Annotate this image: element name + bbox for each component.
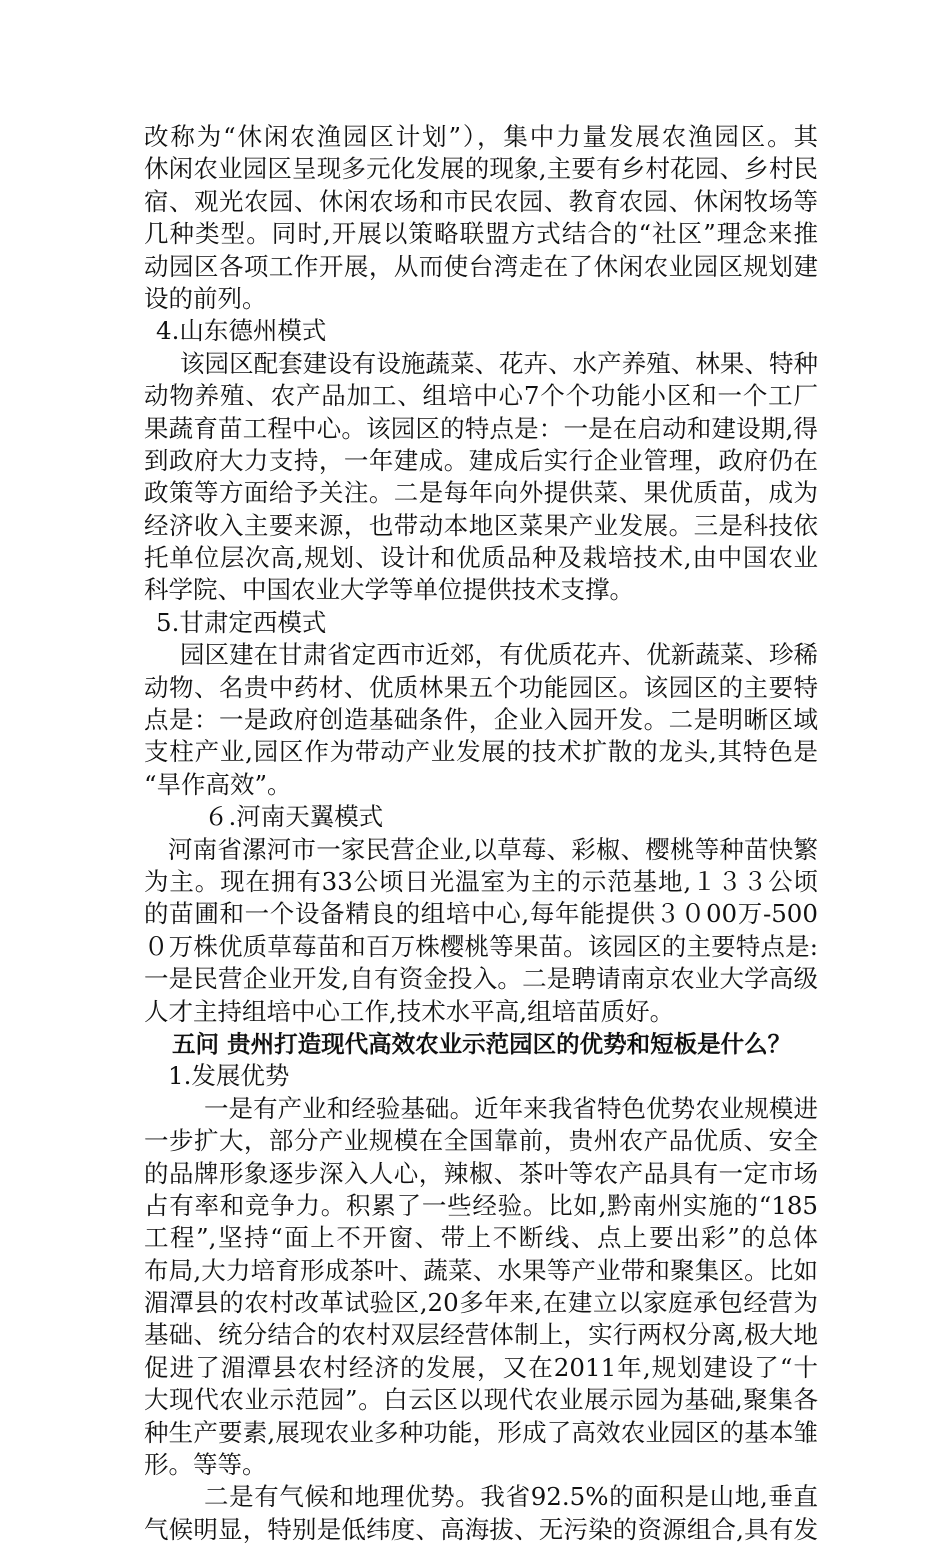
text-line: 宿、观光农园、休闲农场和市民农园、教育农园、休闲牧场等 [144, 186, 818, 216]
text-line: 河南省漯河市一家民营企业,以草莓、彩椒、樱桃等种苗快繁 [168, 834, 818, 864]
text-line: 促进了湄潭县农村经济的发展，又在2011年,规划建设了“十 [144, 1352, 818, 1382]
text-line: 种生产要素,展现农业多种功能，形成了高效农业园区的基本雏 [144, 1417, 818, 1447]
text-line: 科学院、中国农业大学等单位提供技术支撑。 [144, 575, 634, 605]
text-line: 点是：一是政府创造基础条件，企业入园开发。二是明晰区域 [144, 705, 818, 735]
subsection-heading: 1.发展优势 [168, 1061, 290, 1091]
text-line: 一步扩大，部分产业规模在全国靠前，贵州农产品优质、安全 [144, 1126, 818, 1156]
text-line: 一是有产业和经验基础。近年来我省特色优势农业规模进 [204, 1093, 818, 1123]
text-line: 占有率和竞争力。积累了一些经验。比如,黔南州实施的“185 [144, 1190, 818, 1220]
text-line: 休闲农业园区呈现多元化发展的现象,主要有乡村花园、乡村民 [144, 154, 818, 184]
text-line: 基础、统分结合的农村双层经营体制上，实行两权分离,极大地 [144, 1320, 818, 1350]
text-line: 布局,大力培育形成茶叶、蔬菜、水果等产业带和聚集区。比如 [144, 1255, 818, 1285]
text-line: 动物、名贵中药材、优质林果五个功能园区。该园区的主要特 [144, 672, 818, 702]
text-line: 改称为“休闲农渔园区计划”），集中力量发展农渔园区。其 [144, 122, 818, 151]
text-line: 几种类型。同时,开展以策略联盟方式结合的“社区”理念来推 [144, 219, 818, 249]
text-line: 的苗圃和一个设备精良的组培中心,每年能提供３０00万-500 [144, 899, 818, 929]
text-line: 托单位层次高,规划、设计和优质品种及栽培技术,由中国农业 [144, 543, 818, 573]
text-line: “旱作高效”。 [144, 769, 292, 799]
section-heading-gansu: 5.甘肃定西模式 [156, 607, 327, 637]
section-heading-shandong: 4.山东德州模式 [156, 316, 327, 346]
text-line: 支柱产业,园区作为带动产业发展的技术扩散的龙头,其特色是 [144, 737, 818, 767]
text-line: 该园区配套建设有设施蔬菜、花卉、水产养殖、林果、特种 [180, 348, 818, 378]
text-line: ０万株优质草莓苗和百万株樱桃等果苗。该园区的主要特点是: [144, 931, 818, 961]
text-line: 形。等等。 [144, 1450, 267, 1480]
text-line: 为主。现在拥有33公顷日光温室为主的示范基地,１３３公顷 [144, 866, 818, 896]
text-line: 经济收入主要来源，也带动本地区菜果产业发展。三是科技依 [144, 510, 818, 540]
text-line: 到政府大力支持，一年建成。建成后实行企业管理，政府仍在 [144, 445, 818, 475]
text-line: 湄潭县的农村改革试验区,20多年来,在建立以家庭承包经营为 [144, 1288, 818, 1318]
text-line: 的品牌形象逐步深入人心，辣椒、茶叶等农产品具有一定市场 [144, 1158, 818, 1188]
body-text [144, 121, 818, 1546]
question-heading: 五问 贵州打造现代高效农业示范园区的优势和短板是什么？ [172, 1029, 792, 1058]
text-line: 动园区各项工作开展，从而使台湾走在了休闲农业园区规划建 [144, 251, 818, 281]
text-line: 二是有气候和地理优势。我省92.5%的面积是山地,垂直 [204, 1482, 818, 1512]
text-line: 人才主持组培中心工作,技术水平高,组培苗质好。 [144, 996, 675, 1026]
text-line: 气候明显，特别是低纬度、高海拔、无污染的资源组合,具有发 [144, 1514, 818, 1544]
text-line: 设的前列。 [144, 283, 267, 313]
text-line: 园区建在甘肃省定西市近郊，有优质花卉、优新蔬菜、珍稀 [180, 640, 818, 670]
text-line: 果蔬育苗工程中心。该园区的特点是：一是在启动和建设期,得 [144, 413, 818, 443]
text-line: 大现代农业示范园”。白云区以现代农业展示园为基础,聚集各 [144, 1385, 818, 1415]
text-line: 政策等方面给予关注。二是每年向外提供菜、果优质苗，成为 [144, 478, 818, 508]
section-heading-henan: ６.河南天翼模式 [204, 802, 384, 832]
text-line: 工程”,坚持“面上不开窗、带上不断线、点上要出彩”的总体 [144, 1223, 818, 1253]
text-line: 一是民营企业开发,自有资金投入。二是聘请南京农业大学高级 [144, 964, 818, 994]
text-line: 动物养殖、农产品加工、组培中心7个个功能小区和一个工厂 [144, 381, 818, 411]
